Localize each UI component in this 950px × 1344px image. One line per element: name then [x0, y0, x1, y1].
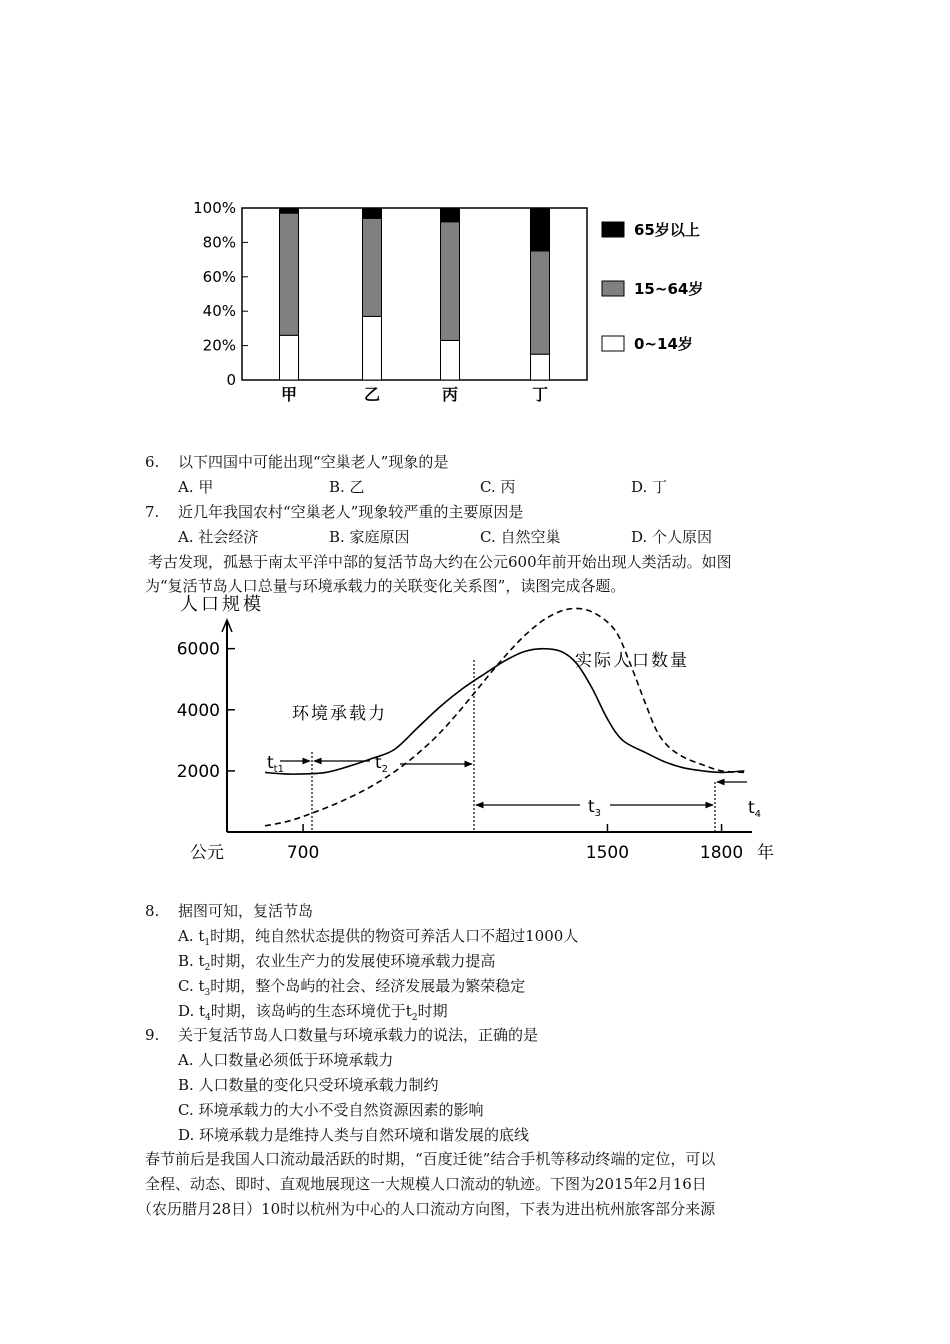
passage2-line1: 春节前后是我国人口流动最活跃的时期，“百度迁徙”结合手机等移动终端的定位，可以 [145, 1150, 716, 1168]
y-tick-label: 20% [202, 336, 236, 355]
q6-stem: 以下四国中可能出现“空巢老人”现象的是 [178, 453, 449, 471]
x-tick-label: 700 [286, 843, 320, 863]
y-tick-label: 2000 [176, 761, 220, 782]
legend-label: 0~14岁 [634, 335, 693, 353]
bar-segment [531, 208, 550, 251]
t1-label: $t_{t1}$ [267, 753, 284, 775]
q7-option-a: A. 社会经济 [178, 528, 259, 546]
capacity-annotation: 环境承载力 [292, 704, 387, 724]
y-tick-label: 40% [202, 302, 236, 321]
age-structure-bar-chart [170, 190, 730, 410]
y-tick-label: 100% [193, 199, 236, 217]
x-tick-label: 丙 [441, 385, 459, 404]
y-tick-label: 0 [226, 371, 236, 389]
y-tick-label: 6000 [176, 639, 220, 660]
q8-option-a: A. $t_1$时期，纯自然状态提供的物资可养活人口不超过1000人 [178, 927, 579, 948]
x-tick-label: 甲 [280, 385, 298, 404]
q6-option-a: A. 甲 [178, 478, 214, 496]
bar-segment [441, 208, 460, 222]
bar-segment [531, 251, 550, 354]
q9-option-d: D. 环境承载力是维持人类与自然环境和谐发展的底线 [178, 1126, 530, 1144]
q7-stem: 近几年我国农村“空巢老人”现象较严重的主要原因是 [178, 503, 524, 521]
q6-number: 6. [145, 453, 160, 471]
q7-option-d: D. 个人原因 [631, 528, 713, 546]
y-axis-title: 人口规模 [180, 594, 264, 615]
passage2-line2: 全程、动态、即时、直观地展现这一大规模人口流动的轨迹。下图为2015年2月16日 [145, 1175, 707, 1193]
q6-option-d: D. 丁 [631, 478, 668, 496]
passage2-line3: （农历腊月28日）10时以杭州为中心的人口流动方向图，下表为进出杭州旅客部分来源 [137, 1200, 716, 1218]
q9-option-b: B. 人口数量的变化只受环境承载力制约 [178, 1076, 439, 1094]
t3-label: $t_3$ [588, 797, 602, 819]
bar-segment [441, 340, 460, 380]
q9-stem: 关于复活节岛人口数量与环境承载力的说法，正确的是 [178, 1026, 539, 1044]
legend-swatch [602, 281, 624, 296]
y-tick-label: 60% [202, 267, 236, 286]
x-origin-label: 公元 [190, 843, 224, 863]
actual-population-annotation: 实际人口数量 [575, 651, 689, 671]
x-tick-label: 1500 [585, 843, 630, 863]
legend-swatch [602, 336, 624, 351]
q8-option-d: D. $t_4$时期，该岛屿的生态环境优于$t_2$时期 [178, 1002, 448, 1023]
bar-segment [531, 354, 550, 380]
population-capacity-line-chart [170, 592, 790, 874]
bar-segment [280, 335, 299, 380]
x-tick-label: 乙 [363, 385, 381, 404]
q6-option-b: B. 乙 [329, 478, 365, 496]
bar-segment [363, 218, 382, 316]
x-axis-title: 年 [757, 843, 774, 863]
passage1-line2: 为“复活节岛人口总量与环境承载力的关联变化关系图”，读图完成各题。 [145, 577, 626, 595]
x-tick-label: 丁 [531, 385, 549, 404]
legend-swatch [602, 222, 624, 237]
bar-segment [363, 316, 382, 380]
x-tick-label: 1800 [699, 843, 744, 863]
q9-option-a: A. 人口数量必须低于环境承载力 [178, 1051, 394, 1069]
q9-option-c: C. 环境承载力的大小不受自然资源因素的影响 [178, 1101, 484, 1119]
t4-label: $t_4$ [748, 798, 762, 820]
q6-option-c: C. 丙 [480, 478, 516, 496]
bar-segment [363, 208, 382, 218]
passage1-line1: 考古发现，孤悬于南太平洋中部的复活节岛大约在公元600年前开始出现人类活动。如图 [148, 553, 732, 571]
bar-segment [441, 222, 460, 341]
q7-option-c: C. 自然空巢 [480, 528, 561, 546]
legend-label: 65岁以上 [634, 221, 700, 239]
q9-number: 9. [145, 1026, 160, 1044]
q7-option-b: B. 家庭原因 [329, 528, 410, 546]
q7-number: 7. [145, 503, 160, 521]
q8-option-c: C. $t_3$时期，整个岛屿的社会、经济发展最为繁荣稳定 [178, 977, 526, 998]
t2-label: $t_2$ [375, 753, 389, 775]
y-tick-label: 4000 [176, 700, 220, 721]
q8-number: 8. [145, 902, 160, 920]
y-tick-label: 80% [202, 233, 236, 252]
bar-segment [280, 213, 299, 335]
legend-label: 15~64岁 [634, 280, 704, 298]
q8-option-b: B. $t_2$时期，农业生产力的发展使环境承载力提高 [178, 952, 496, 973]
q8-stem: 据图可知，复活节岛 [178, 902, 314, 920]
bar-segment [280, 208, 299, 213]
